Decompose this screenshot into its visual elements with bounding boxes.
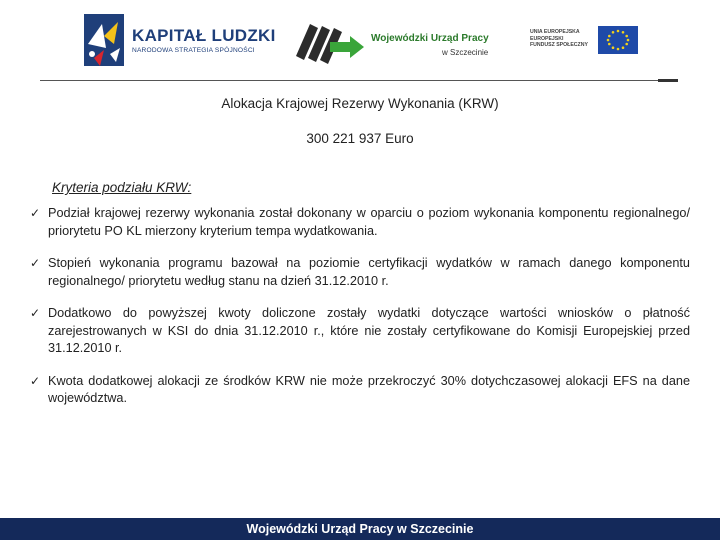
list-item-text: Dodatkowo do powyższej kwoty doliczone zostały wydatki dotyczące wartości wniosków o płatność zarejestrowanych w KSI do dnia 31.12.2010 r., które nie zostały certyfikowane do Komisji Europejskiej przed 31.12.2010 r.	[48, 306, 690, 355]
wup-logo	[292, 14, 502, 74]
kapital-ludzki-title: KAPITAŁ LUDZKI	[132, 26, 276, 45]
header-divider	[40, 80, 678, 81]
kapital-ludzki-emblem-icon	[84, 14, 130, 74]
header-divider-accent	[658, 79, 678, 82]
kapital-ludzki-logo	[84, 14, 276, 74]
wup-emblem-icon	[292, 14, 366, 66]
check-icon: ✓	[30, 306, 41, 320]
footer-bar	[0, 518, 720, 540]
allocation-amount: 300 221 937 Euro	[306, 131, 414, 146]
list-item	[30, 205, 690, 240]
check-icon: ✓	[30, 373, 41, 388]
page-title: Alokacja Krajowej Rezerwy Wykonania (KRW)	[221, 96, 499, 111]
eu-logo	[524, 22, 642, 60]
eu-text-line-1: UNIA EUROPEJSKA	[530, 29, 580, 35]
criteria-list	[30, 205, 690, 408]
list-item	[30, 305, 690, 358]
list-item-text: Kwota dodatkowej alokacji ze środków KRW nie może przekroczyć 30% dotychczasowej alokacji EFS na dane województwa.	[48, 373, 690, 405]
check-icon: ✓	[30, 206, 41, 220]
wup-name: Wojewódzki Urząd Pracy	[371, 33, 489, 44]
check-icon: ✓	[30, 256, 41, 270]
footer-text: Wojewódzki Urząd Pracy w Szczecinie	[246, 522, 474, 536]
list-item-text: Stopień wykonania programu bazował na poziomie certyfikacji wydatków w ramach danego komponentu regionalnego/ priorytetu według stanu na dzień 31.12.2010 r.	[48, 256, 690, 288]
header-logos	[0, 0, 720, 80]
wup-city: w Szczecinie	[442, 48, 489, 57]
eu-flag-icon	[598, 26, 638, 54]
criteria-heading: Kryteria podziału KRW:	[52, 180, 192, 195]
list-item	[30, 255, 690, 290]
eu-text-line-3: FUNDUSZ SPOŁECZNY	[530, 42, 588, 49]
kapital-ludzki-subtitle: NARODOWA STRATEGIA SPÓJNOŚCI	[132, 47, 255, 54]
list-item-text: Podział krajowej rezerwy wykonania został dokonany w oparciu o poziom wykonania komponentu regionalnego/ priorytetu PO KL mierzony kryterium tempa wydatkowania.	[48, 206, 690, 238]
eu-text	[530, 29, 588, 49]
eu-text-line-2: EUROPEJSKI	[530, 35, 564, 42]
list-item	[30, 373, 690, 408]
